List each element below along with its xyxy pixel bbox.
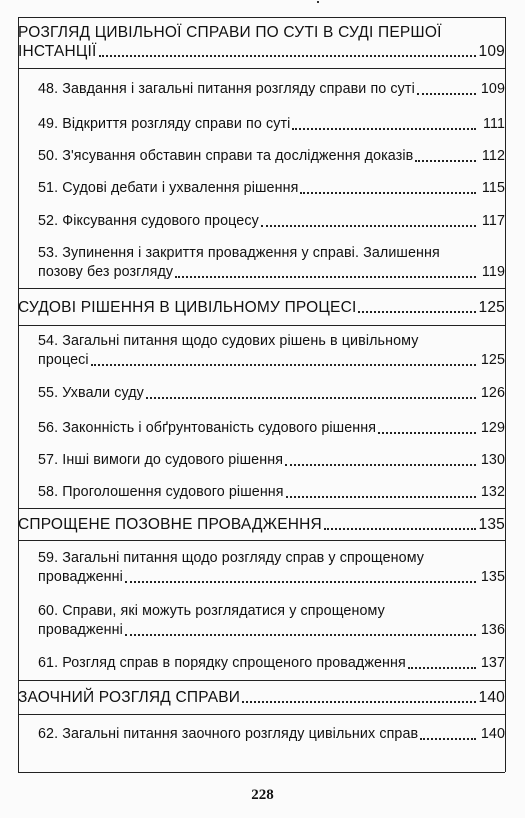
toc-item-61 [38,654,505,673]
item-title-line: 53. Зупинення і закриття провадження у справі. Залишення [38,245,440,261]
page-ref: 136 [480,622,505,638]
toc-line-last [18,42,505,61]
dot-leader [91,363,476,366]
item-title: 50. З'ясування обставин справи та дослідження доказів [38,148,414,164]
dot-leader [408,666,476,669]
section-title: СПРОЩЕНЕ ПОЗОВНЕ ПРОВАДЖЕННЯ [18,516,322,533]
dot-leader [125,633,476,636]
page-ref: 129 [480,420,505,436]
dot-leader [175,275,476,278]
toc-item-54 [38,332,505,370]
section-divider [18,714,505,715]
dot-leader [285,463,476,466]
dot-leader [415,159,476,162]
dot-leader [324,527,476,530]
toc-item-62 [38,725,505,744]
page-ref: 119 [481,264,505,280]
dot-leader [286,495,476,498]
toc-item-60 [38,602,505,640]
dot-leader [420,737,476,740]
item-title: 48. Завдання і загальні питання розгляду справи по суті [38,81,415,97]
section-divider [18,680,505,681]
page-ref: 137 [480,655,505,671]
dot-leader [125,580,476,583]
item-title: 61. Розгляд справ в порядку спрощеного провадження [38,655,406,671]
item-title: 56. Законність і обґрунтованість судового рішення [38,420,377,436]
toc-item-52 [38,212,505,231]
page-ref: 126 [480,385,505,401]
item-title: 57. Інші вимоги до судового рішення [38,452,284,468]
page-number: 228 [251,787,274,803]
toc-section-4 [18,688,505,707]
item-title: 51. Судові дебати і ухвалення рішення [38,180,299,196]
page-ref: 109 [480,81,505,97]
item-title-line: 60. Справи, які можуть розглядатися у спрощеному [38,603,385,619]
dot-leader [146,396,476,399]
dot-leader [261,224,476,227]
page-ref: 135 [480,569,505,585]
item-title: 49. Відкриття розгляду справи по суті [38,116,291,132]
page-ref: 115 [481,180,505,196]
dot-leader [300,191,476,194]
dot-leader [292,127,476,130]
frame-bottom-line [18,772,505,773]
item-title-line: провадженні [38,622,123,638]
item-title-line: процесі [38,352,89,368]
page-ref: 140 [480,726,505,742]
toc-section-2 [18,298,505,317]
item-title-line: позову без розгляду [38,264,174,280]
section-divider [18,508,505,509]
toc-item-53 [38,244,505,282]
page-ref: 130 [480,452,505,468]
scan-mark [317,1,319,3]
page-ref: 132 [480,484,505,500]
item-title-line: 59. Загальні питання щодо розгляду справ у спрощеному [38,550,425,566]
item-title: 55. Ухвали суду [38,385,144,401]
dot-leader [378,431,476,434]
page-ref: 117 [481,213,505,229]
frame-top-line [18,17,505,18]
toc-item-48 [38,80,505,99]
toc-item-55 [38,384,505,403]
section-divider [18,68,505,69]
section-title: СУДОВІ РІШЕННЯ В ЦИВІЛЬНОМУ ПРОЦЕСІ [18,299,357,316]
section-title-line: ІНСТАНЦІЇ [18,43,97,60]
page-ref: 125 [478,299,505,316]
toc-item-49 [38,115,505,134]
item-title: 52. Фіксування судового процесу [38,213,259,229]
page-ref: 140 [478,689,505,706]
toc-item-56 [38,419,505,438]
dot-leader [242,700,475,703]
page-ref: 109 [478,43,505,60]
item-title: 58. Проголошення судового рішення [38,484,284,500]
toc-section-1 [18,23,505,61]
toc-section-3 [18,515,505,534]
item-title-line: 54. Загальні питання щодо судових рішень в цивільному [38,333,419,349]
item-title-line: провадженні [38,569,123,585]
section-title: ЗАОЧНИЙ РОЗГЛЯД СПРАВИ [18,689,241,706]
dot-leader [99,54,476,57]
section-divider [18,540,505,541]
section-divider [18,325,505,326]
toc-item-51 [38,179,505,198]
page-ref: 111 [482,116,505,132]
item-title: 62. Загальні питання заочного розгляду цивільних справ [38,726,419,742]
section-divider [18,288,505,289]
toc-item-57 [38,451,505,470]
toc-item-58 [38,483,505,502]
frame-left-line [18,17,19,772]
toc-item-50 [38,147,505,166]
section-title-line: РОЗГЛЯД ЦИВІЛЬНОЇ СПРАВИ ПО СУТІ В СУДІ ПЕРШОЇ [18,24,442,41]
page-ref: 135 [478,516,505,533]
page-ref: 125 [480,352,505,368]
frame-right-line [505,17,506,772]
toc-item-59 [38,549,505,587]
page-ref: 112 [481,148,505,164]
dot-leader [417,92,476,95]
dot-leader [358,310,475,313]
